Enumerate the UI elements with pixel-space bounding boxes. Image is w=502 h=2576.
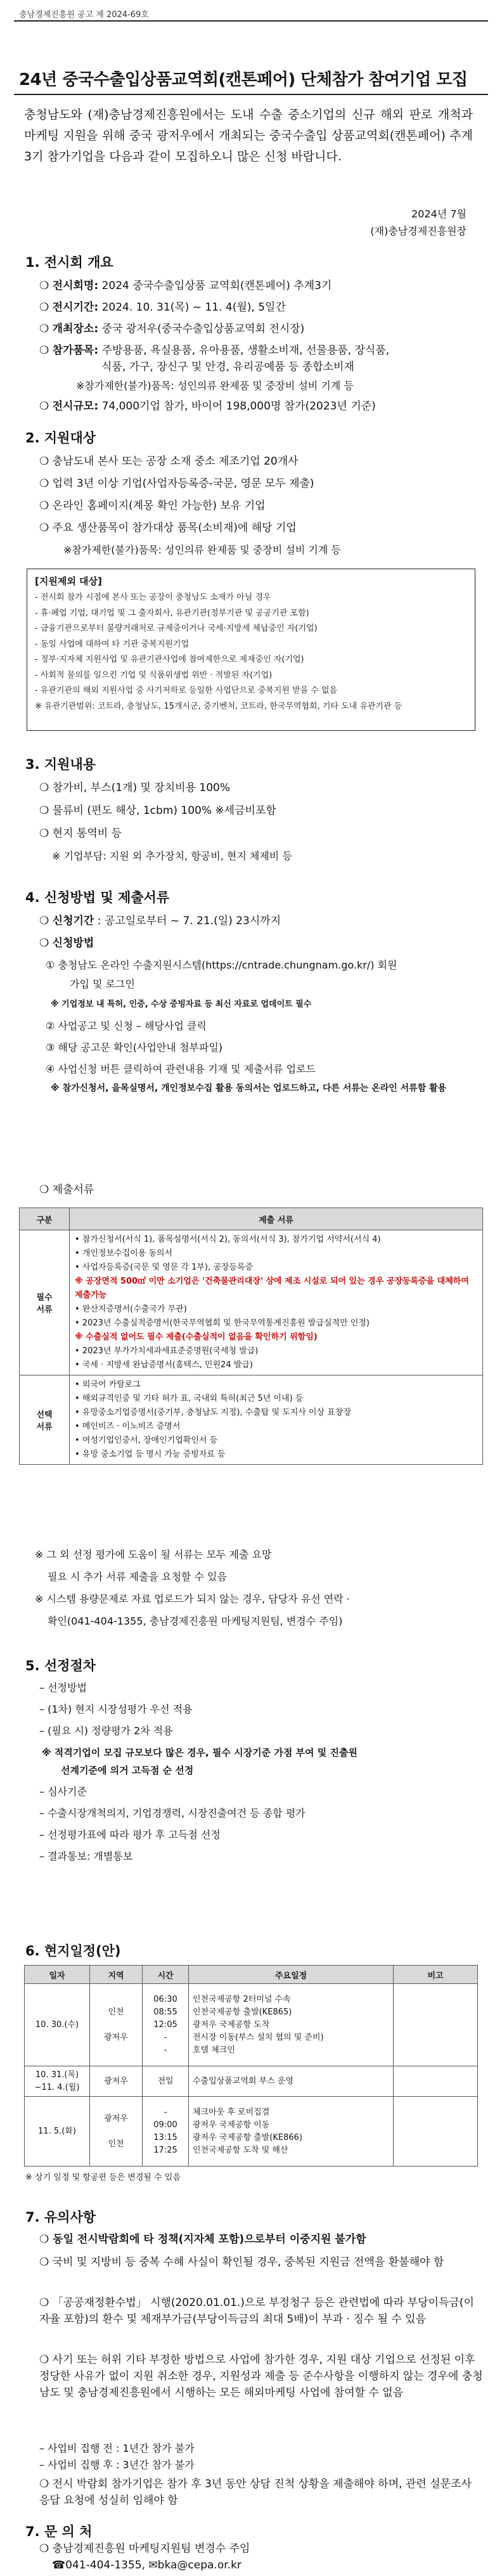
table-row: 11. 5.(화) 광저우 인천 - 09:00 13:15 17:25 체크아웃 후 로비집결 광저우 국제공항 이동 광저우 국제공항 출발(KE866) 인천국제공항 도착 및 해산 xyxy=(25,2097,478,2167)
schedule-table xyxy=(24,1965,478,2167)
selection-line: – 선정평가표에 따라 평가 후 고득점 선정 xyxy=(39,1829,221,1841)
section-contact-heading: 7. 문 의 처 xyxy=(25,2524,93,2539)
penalty-line: – 사업비 집행 전 : 1년간 참가 불가 xyxy=(39,2442,195,2454)
support-item: ❍ 물류비 (편도 해상, 1cbm) 100% ※세금비포함 xyxy=(39,804,276,817)
application-step-note: ※ 기업정보 내 특허, 인증, 수상 증빙자료 등 최신 자료로 업데이트 필수 xyxy=(51,1000,312,1009)
target-item: ❍ 주요 생산품목이 참가대상 품목(소비재)에 해당 기업 xyxy=(39,522,297,534)
circle-bullet-icon: ❍ xyxy=(39,2542,49,2555)
table-row xyxy=(20,1375,483,1465)
application-method-label: ❍ 신청방법 xyxy=(39,937,94,950)
target-restricted-note: ※참가제한(불가)품목: 성인의류 완제품 및 중장비 설비 기계 등 xyxy=(63,544,341,556)
section-application-heading: 4. 신청방법 및 제출서류 xyxy=(25,890,170,905)
additional-docs-note: 필요 시 추가 서류 제출을 요청할 수 있음 xyxy=(48,1571,227,1583)
circle-bullet-icon: ❍ xyxy=(39,915,49,927)
overview-item: ❍ 전시규모: 74,000기업 참가, 바이어 198,000명 참가(2023년 기준) xyxy=(39,400,376,413)
required-docs: • 참가신청서(서식 1), 품목설명서(서식 2), 동의서(서식 3), 참가기업 서약서(서식 4) • 개인정보수집이용 동의서 • 사업자등록증(국문 및 영문 각 1부), 공장등록증 ※ 공장면적 500㎡ 이만 소기업은 '건축물관리대장' 상에 제조 시설로 되어 있는 경우 공장등록증을 대체하여 제출가능 • 완산지증명서(수출국가 무관) • 2023년 수출실적증명서(한국무역협회 및 한국무역통계진흥원 발급실적만 인정) ※ 수출실적 없어도 필수 제출(수출실적이 없음을 확인하기 위함임) • 2023년 부가가치세과세표준증명원(국세청 발급) • 국세 · 지방세 완납증명서(홈텍스, 민원24 발급) xyxy=(70,1230,483,1375)
phone-icon: ☎041-404-1355, xyxy=(52,2559,146,2572)
contact-line: ❍ 충남경제진흥원 마케팅지원팀 변경수 주임 xyxy=(39,2542,250,2555)
target-item: ❍ 온라인 홈페이지(계몽 확인 가능한) 보유 기업 xyxy=(39,499,266,512)
overview-item-continued: 식품, 가구, 장신구 및 안경, 유리공예품 등 종합소비재 xyxy=(101,361,354,373)
section-selection-heading: 5. 선정절차 xyxy=(25,1658,96,1673)
circle-bullet-icon: ❍ xyxy=(39,522,49,534)
overview-item: ❍ 참가품목: 주방용품, 욕실용품, 유아용품, 생활소비재, 선물용품, 장식품, xyxy=(39,344,390,357)
notice-number: 충남경제진흥원 공고 제 2024-69호 xyxy=(19,10,149,20)
circle-bullet-icon: ❍ xyxy=(39,2296,49,2309)
exclusion-line: - 동일 사업에 대하여 타 기관 중복지원기업 xyxy=(35,639,189,649)
caution-item: ❍ 사기 또는 허위 기타 부정한 방법으로 사업에 참가한 경우, 지원 대상 기업으로 선정된 이후 정당한 사유가 없이 지원 취소한 경우, 지원성과 제출 등 준수사항을 이행하지 않는 경우에 충청남도 및 충남경제진흥원에서 시행하는 모든 해외마케팅 사업에 참여할 수 없음 xyxy=(39,2354,483,2399)
application-step: ② 사업공고 및 신청 – 해당사업 클릭 xyxy=(46,1020,207,1032)
section-support-heading: 3. 지원내용 xyxy=(25,757,96,772)
restricted-items-note: ※참가제한(불가)품목: 성인의류 완제품 및 중장비 설비 기계 등 xyxy=(76,380,354,392)
top-divider xyxy=(14,20,488,22)
email-link[interactable]: ✉bka@cepa.or.kr xyxy=(148,2559,241,2572)
circle-bullet-icon: ❍ xyxy=(39,2354,49,2366)
selection-line: – 수출시장개척의지, 기업경쟁력, 시장진출여건 등 종합 평가 xyxy=(39,1807,306,1819)
selection-bonus-note: 선계기준에 의거 고득점 순 선정 xyxy=(61,1765,194,1776)
penalty-line: – 사업비 집행 후 : 3년간 참가 불가 xyxy=(39,2459,195,2471)
exclusion-line: - 휴·폐업 기업, 대기업 및 그 출자회사, 유관기관(정부기관 및 공공기관 포함) xyxy=(35,608,309,618)
table-header: 일자 xyxy=(25,1966,90,1984)
table-header: 비고 xyxy=(394,1966,478,1984)
table-row: 10. 31.(목) ~11. 4.(월) 광저우 전일 수출입상품교역회 부스 운영 xyxy=(25,2066,478,2097)
exclusion-line: - 사회적 물의를 일으킨 기업 및 식품위생법 위반 · 적발된 자(기업) xyxy=(35,670,273,680)
table-header: 구분 xyxy=(20,1208,70,1230)
issuing-org: (재)충남경제진흥원장 xyxy=(370,225,467,237)
upload-warning: ※ 참가신청서, 을목실명서, 개인정보수집 활용 동의서는 업로드하고, 다른 서류는 온라인 서류함 활용 xyxy=(51,1083,447,1093)
application-step: ① 충청남도 온라인 수출지원시스템(https://cntrade.chungnam.go.kr/) 회원 xyxy=(46,959,397,971)
optional-category: 선택 서류 xyxy=(20,1375,70,1465)
table-row xyxy=(20,1230,483,1375)
required-category: 필수 서류 xyxy=(20,1230,70,1375)
selection-line: – 선정방법 xyxy=(39,1682,87,1694)
circle-bullet-icon: ❍ xyxy=(39,455,49,468)
company-cost-note: ※ 기업부담: 지원 외 추가장치, 항공비, 현지 체제비 등 xyxy=(52,850,292,862)
circle-bullet-icon: ❍ xyxy=(39,782,49,794)
selection-line: – 결과통보: 개별통보 xyxy=(39,1850,133,1862)
circle-bullet-icon: ❍ xyxy=(39,1183,49,1196)
exclusion-title: [지원제외 대상] xyxy=(35,576,102,587)
section-target-heading: 2. 지원대상 xyxy=(25,430,96,446)
circle-bullet-icon: ❍ xyxy=(39,477,49,490)
circle-bullet-icon: ❍ xyxy=(39,499,49,512)
application-step: 가입 및 로그인 xyxy=(70,978,135,990)
application-step: ④ 사업신청 버튼 클릭하여 관련내용 기재 및 제출서류 업로드 xyxy=(46,1063,316,1075)
selection-line: – (1차) 현지 시장성평가 우선 적용 xyxy=(39,1703,193,1715)
exclusion-line: - 금융기관으로부터 불량거래처로 규제중이거나 국세·지방세 체납중인 자(기업) xyxy=(35,624,318,633)
circle-bullet-icon: ❍ xyxy=(39,2256,49,2269)
upload-issue-contact: 확인(041-404-1355, 충남경제진흥원 마케팅지원팀, 변경수 주임) xyxy=(48,1615,343,1627)
table-header: 주요일정 xyxy=(189,1966,394,1984)
notice-date: 2024년 7월 xyxy=(411,208,467,220)
documents-table xyxy=(19,1208,483,1465)
upload-issue-note: ※ 시스템 용량문제로 자료 업로드가 되지 않는 경우, 담당자 유선 연락 · xyxy=(35,1593,350,1605)
circle-bullet-icon: ❍ xyxy=(39,323,49,335)
section-caution-heading: 7. 유의사항 xyxy=(25,2210,96,2225)
application-step: ③ 해당 공고문 확인(사업안내 첨부파일) xyxy=(46,1041,223,1053)
caution-item: ❍ 국비 및 지방비 등 중복 수혜 사실이 확인될 경우, 중복된 지원금 전액을 환불해야 함 xyxy=(39,2256,444,2269)
overview-item: ❍ 개최장소: 중국 광저우(중국수출입상품교역회 전시장) xyxy=(39,323,305,335)
caution-item: ❍ 동일 전시박람회에 타 정책(지자체 포함)으로부터 이중지원 불가함 xyxy=(39,2233,366,2246)
contact-details xyxy=(52,2557,496,2573)
optional-docs: • 외국어 카탈로그 • 해외규격인증 및 기타 허가 표, 국내외 특허(최근 5년 이내) 등 • 유망중소기업증명서(중기부, 충청남도 지정), 수출탑 및 도지사 이상 표창장 • 메인비즈 · 이노비즈 증명서 • 여성기업인증서, 장애인기업확인서 등 • 유망 중소기업 등 명시 가능 증빙자료 등 xyxy=(70,1375,483,1465)
overview-item: ❍ 전시회명: 2024 중국수출입상품 교역회(캔톤페어) 추계3기 xyxy=(39,280,332,292)
table-row: 10. 30.(수) 인천 광저우 06:30 08:55 12:05 - - 인천국제공항 2터미널 수속 인천국제공항 출발(KE865) 광저우 국제공항 도착 전시장 이동(부스 설치 협의 및 준비) 호텔 체크인 xyxy=(25,1984,478,2066)
selection-line: – 심사기준 xyxy=(39,1786,87,1798)
target-item: ❍ 충남도내 본사 또는 공장 소재 중소 제조기업 20개사 xyxy=(39,455,299,468)
additional-docs-note: ※ 그 외 선정 평가에 도움이 될 서류는 모두 제출 요망 xyxy=(35,1549,272,1561)
overview-item: ❍ 전시기간: 2024. 10. 31(목) ~ 11. 4(월), 5일간 xyxy=(39,301,286,314)
circle-bullet-icon: ❍ xyxy=(39,2478,49,2490)
selection-line: – (필요 시) 정량평가 2차 적용 xyxy=(39,1725,173,1737)
documents-label: ❍ 제출서류 xyxy=(39,1183,94,1196)
circle-bullet-icon: ❍ xyxy=(39,301,49,314)
schedule-note: ※ 상기 일정 및 항공편 등은 변경될 수 있음 xyxy=(25,2173,181,2182)
title-divider xyxy=(14,94,488,95)
circle-bullet-icon: ❍ xyxy=(39,937,49,950)
table-header: 제출 서류 xyxy=(70,1208,483,1230)
circle-bullet-icon: ❍ xyxy=(39,344,49,357)
support-item: ❍ 현지 통역비 등 xyxy=(39,827,122,840)
target-item: ❍ 업력 3년 이상 기업(사업자등록증-국문, 영문 모두 제출) xyxy=(39,477,314,490)
application-period: ❍ 신청기간 : 공고일로부터 ~ 7. 21.(일) 23시까지 xyxy=(39,915,281,927)
section-overview-heading: 1. 전시회 개요 xyxy=(25,255,113,270)
exclusion-line: - 유관기관의 해외 지원사업 중 사기저하로 등일한 사업단으로 중복지원 받을 수 없음 xyxy=(35,686,338,695)
section-schedule-heading: 6. 현지일정(안) xyxy=(25,1943,121,1959)
caution-item: ❍ 「공공재정환수법」 시행(2020.01.01.)으로 부정청구 등은 관련법에 따라 부당이득금(이자율 포함)의 환수 및 제재부가금(부당이득금의 최대 5배)이 부과 · 징수 될 수 있음 xyxy=(39,2296,474,2326)
table-header: 시간 xyxy=(143,1966,189,1984)
support-item: ❍ 참가비, 부스(1개) 및 장치비용 100% xyxy=(39,782,230,794)
page-title: 24년 중국수출입상품교역회(캔톤페어) 단체참가 참여기업 모집 xyxy=(19,70,468,89)
exclusion-box xyxy=(27,569,475,731)
circle-bullet-icon: ❍ xyxy=(39,400,49,413)
circle-bullet-icon: ❍ xyxy=(39,2233,49,2246)
circle-bullet-icon: ❍ xyxy=(39,804,49,817)
circle-bullet-icon: ❍ xyxy=(39,280,49,292)
exclusion-line: - 정부·지자체 지원사업 및 유관기관사업에 참여제한으로 제재중인 자(기업) xyxy=(35,655,304,664)
exclusion-line: - 전시회 참가 시점에 본사 또는 공장이 충청남도 소재가 아닐 경우 xyxy=(35,593,271,602)
selection-bonus-note: ※ 적격기업이 모집 규모보다 많은 경우, 필수 시장기준 가점 부여 및 진출원 xyxy=(42,1747,357,1758)
table-header: 지역 xyxy=(90,1966,143,1984)
circle-bullet-icon: ❍ xyxy=(39,827,49,840)
caution-item: ❍ 전시 박람회 참가기업은 참가 후 3년 동안 상담 진척 상황을 제출해야 하며, 관련 설문조사 응답 요청에 성실히 임해야 함 xyxy=(39,2478,472,2507)
intro-paragraph: 충청남도와 (재)충남경제진흥원에서는 도내 수출 중소기업의 신규 해외 판로 개척과 마케팅 지원을 위해 중국 광저우에서 개최되는 중국수출입 상품교역회(캔톤페어) 추계 3기 참가기업을 다음과 같이 모집하오니 많은 신청 바랍니다. xyxy=(24,108,473,164)
exclusion-line: ※ 유관기관범위: 코트라, 충청남도, 15개시군, 중기벤처, 코트라, 한국무역협회, 기타 도내 유관기관 등 xyxy=(35,701,402,711)
